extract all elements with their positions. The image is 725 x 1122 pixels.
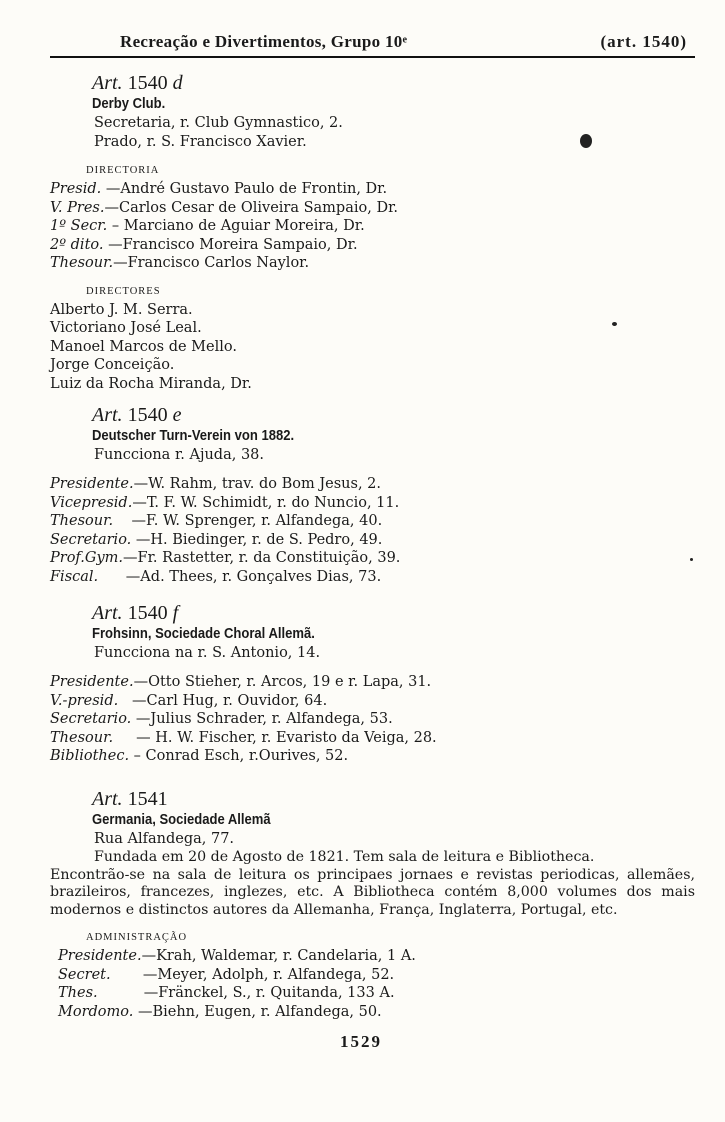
article-1541 bbox=[50, 788, 695, 1021]
role-label: 1º Secr. bbox=[50, 218, 108, 234]
list-item bbox=[58, 947, 695, 966]
list-item bbox=[58, 966, 695, 985]
article-label: Art. bbox=[92, 404, 123, 426]
directores-list bbox=[50, 301, 695, 394]
list-item: Jorge Conceição. bbox=[50, 357, 175, 373]
members-list bbox=[58, 947, 695, 1021]
header-article-reference: (art. 1540) bbox=[600, 32, 687, 51]
paragraph: Fundada em 20 de Agosto de 1821. Tem sala de leitura e Bibliotheca. bbox=[94, 849, 595, 865]
member-entry: —Biehn, Eugen, r. Alfandega, 50. bbox=[133, 1003, 382, 1020]
member-entry: —Krah, Waldemar, r. Candelaria, 1 A. bbox=[141, 948, 416, 964]
list-item bbox=[58, 984, 695, 1003]
role-label: Vicepresid. bbox=[50, 494, 133, 511]
members-list bbox=[50, 475, 695, 586]
list-item: Alberto J. M. Serra. bbox=[50, 301, 193, 318]
list-item bbox=[50, 729, 695, 748]
article-number: 1541 bbox=[127, 788, 168, 810]
club-address-line: Rua Alfandega, 77. bbox=[94, 831, 235, 847]
club-name: Deutscher Turn-Verein von 1882. bbox=[92, 428, 295, 444]
article-1540f bbox=[50, 602, 695, 766]
article-heading bbox=[92, 404, 695, 427]
article-label: Art. bbox=[92, 788, 123, 810]
list-item bbox=[50, 692, 695, 711]
role-label: Secretario. bbox=[50, 531, 132, 548]
list-item: Luiz da Rocha Miranda, Dr. bbox=[50, 375, 252, 392]
list-item: Victoriano José Leal. bbox=[50, 320, 202, 336]
article-label: Art. bbox=[92, 602, 123, 624]
role-label: Presidente. bbox=[50, 476, 134, 492]
role-label: Prof.Gym. bbox=[50, 550, 124, 566]
list-item bbox=[58, 1003, 695, 1022]
article-1540d bbox=[50, 72, 695, 393]
list-item bbox=[50, 180, 695, 199]
page-number: 1529 bbox=[340, 1032, 382, 1051]
club-name: Frohsinn, Sociedade Choral Allemã. bbox=[92, 626, 315, 642]
article-label: Art. bbox=[92, 72, 123, 94]
member-entry: —Otto Stieher, r. Arcos, 19 e r. Lapa, 31. bbox=[133, 674, 432, 690]
club-address-line: Funcciona na r. S. Antonio, 14. bbox=[94, 645, 321, 661]
page-header bbox=[50, 30, 695, 58]
role-label: Thes. bbox=[58, 985, 98, 1001]
article-heading bbox=[92, 72, 695, 95]
ink-blot bbox=[580, 134, 592, 148]
article-number: 1540 bbox=[127, 602, 168, 624]
role-label: V. Pres. bbox=[50, 199, 105, 216]
member-entry: —Carlos Cesar de Oliveira Sampaio, Dr. bbox=[104, 199, 399, 216]
section-heading: DIRECTORIA bbox=[86, 165, 160, 176]
member-entry: — H. W. Fischer, r. Evaristo da Veiga, 28. bbox=[113, 729, 437, 746]
member-entry: —Francisco Carlos Naylor. bbox=[113, 255, 310, 271]
article-heading bbox=[92, 788, 695, 811]
role-label: Thesour. bbox=[50, 255, 114, 271]
article-suffix: d bbox=[172, 72, 183, 94]
role-label: V.-presid. bbox=[50, 692, 119, 709]
role-label: Presidente. bbox=[58, 948, 142, 964]
members-list bbox=[50, 673, 695, 766]
member-entry: – Marciano de Aguiar Moreira, Dr. bbox=[107, 218, 365, 234]
section-heading: ADMINISTRAÇÃO bbox=[86, 932, 188, 943]
list-item bbox=[50, 254, 695, 273]
member-entry: —Julius Schrader, r. Alfandega, 53. bbox=[131, 711, 393, 727]
club-name: Germania, Sociedade Allemã bbox=[92, 812, 271, 828]
club-address-line: Funcciona r. Ajuda, 38. bbox=[94, 447, 265, 463]
list-item bbox=[50, 568, 695, 587]
member-entry: —Meyer, Adolph, r. Alfandega, 52. bbox=[110, 966, 395, 983]
list-item bbox=[50, 217, 695, 236]
list-item bbox=[50, 475, 695, 494]
article-1540e bbox=[50, 404, 695, 586]
list-item bbox=[50, 199, 695, 218]
member-entry: —Carl Hug, r. Ouvidor, 64. bbox=[118, 692, 328, 709]
role-label: Mordomo. bbox=[58, 1003, 134, 1020]
role-label: Thesour. bbox=[50, 729, 114, 746]
member-entry: —Francisco Moreira Sampaio, Dr. bbox=[103, 236, 358, 253]
list-item bbox=[50, 531, 695, 550]
member-entry: —W. Rahm, trav. do Bom Jesus, 2. bbox=[133, 476, 381, 492]
role-label: Thesour. bbox=[50, 513, 114, 529]
list-item bbox=[50, 512, 695, 531]
role-label: Bibliothec. bbox=[50, 748, 130, 764]
role-label: Presid. bbox=[50, 181, 102, 197]
list-item bbox=[50, 549, 695, 568]
article-suffix: f bbox=[172, 602, 179, 624]
ink-speck bbox=[612, 322, 617, 326]
member-entry: —André Gustavo Paulo de Frontin, Dr. bbox=[101, 181, 388, 197]
club-address-line: Prado, r. S. Francisco Xavier. bbox=[94, 134, 307, 150]
list-item bbox=[50, 747, 695, 766]
role-label: Presidente. bbox=[50, 674, 134, 690]
list-item bbox=[50, 710, 695, 729]
article-number: 1540 bbox=[127, 72, 168, 94]
role-label: Fiscal. bbox=[50, 568, 99, 585]
club-name: Derby Club. bbox=[92, 96, 166, 112]
list-item bbox=[50, 673, 695, 692]
article-heading bbox=[92, 602, 695, 625]
member-entry: —Ad. Thees, r. Gonçalves Dias, 73. bbox=[98, 568, 382, 585]
member-entry: —T. F. W. Schimidt, r. do Nuncio, 11. bbox=[132, 494, 400, 511]
list-item bbox=[50, 494, 695, 513]
role-label: Secretario. bbox=[50, 711, 132, 727]
club-address-line: Secretaria, r. Club Gymnastico, 2. bbox=[94, 115, 343, 131]
header-title: Recreação e Divertimentos, Grupo 10ᵉ bbox=[120, 32, 408, 51]
ink-speck bbox=[690, 558, 693, 561]
article-suffix: e bbox=[172, 404, 182, 426]
section-heading: DIRECTORES bbox=[86, 285, 161, 297]
member-entry: – Conrad Esch, r.Ourives, 52. bbox=[129, 748, 349, 764]
list-item: Manoel Marcos de Mello. bbox=[50, 338, 237, 355]
role-label: Secret. bbox=[58, 966, 111, 983]
member-entry: —F. W. Sprenger, r. Alfandega, 40. bbox=[113, 513, 383, 529]
role-label: 2º dito. bbox=[50, 236, 104, 253]
article-number: 1540 bbox=[127, 404, 168, 426]
paragraph: Encontrão-se na sala de leitura os principaes jornaes e revistas periodicas, allemães, brazileiros, francezes, inglezes, etc. A Bibliotheca contém 8,000 volumes dos mais modernos e distinctos autores da Allemanha, França, Inglaterra, Portugal, etc. bbox=[50, 866, 695, 918]
member-entry: —H. Biedinger, r. de S. Pedro, 49. bbox=[131, 531, 383, 548]
member-entry: —Fr. Rastetter, r. da Constituição, 39. bbox=[123, 550, 401, 566]
member-entry: —Fränckel, S., r. Quitanda, 133 A. bbox=[97, 985, 395, 1001]
directoria-list bbox=[50, 180, 695, 273]
list-item bbox=[50, 236, 695, 255]
